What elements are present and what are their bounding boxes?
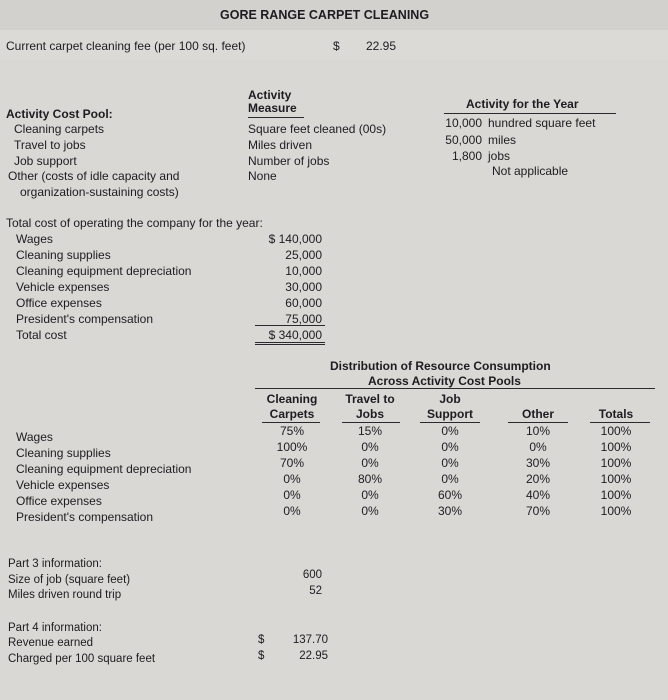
part4-value: 22.95: [299, 650, 328, 662]
cost-label: Cleaning supplies: [16, 248, 111, 262]
col-underline: [342, 422, 400, 423]
total-cost-value: $ 340,000: [268, 328, 322, 342]
activity-measure: Square feet cleaned (00s): [248, 122, 387, 136]
activity-pool: Other (costs of idle capacity and: [8, 169, 180, 183]
distribution-cell: 0%: [441, 440, 459, 454]
part3-label: Size of job (square feet): [8, 574, 131, 586]
year-header-underline: [444, 113, 616, 114]
distribution-cell: 80%: [357, 472, 383, 486]
activity-measure-header-1: Activity: [248, 88, 292, 102]
part3-header: Part 3 information:: [8, 558, 102, 570]
distribution-cell: 40%: [525, 488, 551, 502]
page-title: GORE RANGE CARPET CLEANING: [220, 8, 430, 22]
distribution-cell: 75%: [279, 424, 305, 438]
col-header-2: Other: [521, 407, 554, 421]
distribution-row-label: Cleaning supplies: [16, 446, 111, 460]
distribution-cell: 100%: [600, 488, 632, 502]
activity-pool: Cleaning carpets: [14, 122, 105, 136]
distribution-cell: 100%: [600, 456, 632, 470]
distribution-cell: 30%: [525, 456, 551, 470]
distribution-cell: 30%: [437, 504, 463, 518]
distribution-row-label: Cleaning equipment depreciation: [16, 462, 192, 476]
activity-unit: hundred square feet: [488, 116, 596, 130]
activity-measure: Miles driven: [248, 138, 313, 152]
part4-currency: $: [258, 650, 265, 662]
total-double-underline-2: [255, 344, 325, 345]
distribution-cell: 0%: [529, 440, 547, 454]
part3-value: 600: [302, 569, 322, 581]
part4-label: Charged per 100 square feet: [8, 653, 156, 665]
distribution-cell: 0%: [441, 424, 459, 438]
activity-unit: Not applicable: [492, 164, 569, 178]
activity-pool: Job support: [14, 154, 77, 168]
cost-label: Office expenses: [16, 296, 102, 310]
activity-qty: 50,000: [445, 133, 482, 147]
distribution-cell: 0%: [361, 504, 379, 518]
col-header-2: Jobs: [355, 407, 384, 421]
cost-value: 75,000: [285, 312, 322, 326]
distribution-row-label: President's compensation: [16, 510, 154, 524]
distribution-cell: 60%: [437, 488, 463, 502]
activity-qty: 10,000: [445, 116, 482, 130]
distribution-cell: 0%: [361, 440, 379, 454]
col-header-2: Carpets: [269, 407, 315, 421]
cost-label: President's compensation: [16, 312, 154, 326]
col-header-2: Totals: [598, 407, 634, 421]
cost-value: $ 140,000: [268, 232, 322, 246]
activity-unit: miles: [488, 133, 517, 147]
distribution-cell: 100%: [600, 472, 632, 486]
activity-measure-header-2: Measure: [248, 101, 297, 115]
distribution-cell: 0%: [441, 456, 459, 470]
distribution-cell: 0%: [283, 504, 301, 518]
distribution-cell: 100%: [600, 504, 632, 518]
col-header-1: Cleaning: [266, 392, 318, 406]
cost-label: Wages: [16, 232, 53, 246]
total-underline: [255, 325, 325, 326]
activity-year-header: Activity for the Year: [466, 97, 579, 111]
fee-value: 22.95: [366, 39, 397, 53]
col-underline: [508, 422, 568, 423]
distribution-cell: 100%: [276, 440, 308, 454]
activity-measure: None: [248, 169, 277, 183]
activity-measure: Number of jobs: [248, 154, 330, 168]
distribution-cell: 0%: [361, 456, 379, 470]
col-header-2: Support: [427, 407, 473, 421]
distribution-title-2: Across Activity Cost Pools: [368, 374, 521, 388]
part3-label: Miles driven round trip: [8, 589, 122, 601]
total-double-underline-1: [255, 342, 325, 343]
cost-value: 60,000: [285, 296, 322, 310]
distribution-row-label: Vehicle expenses: [16, 478, 110, 492]
part4-currency: $: [258, 634, 265, 646]
distribution-row-label: Wages: [16, 430, 53, 444]
col-underline: [262, 422, 320, 423]
distribution-cell: 20%: [525, 472, 551, 486]
col-underline: [590, 422, 650, 423]
distribution-title-1: Distribution of Resource Consumption: [330, 359, 551, 373]
distribution-cell: 0%: [283, 472, 301, 486]
activity-pool: Travel to jobs: [14, 138, 86, 152]
cost-value: 10,000: [285, 264, 322, 278]
distribution-cell: 70%: [279, 456, 305, 470]
costs-header: Total cost of operating the company for the year:: [6, 216, 263, 230]
cost-label: Cleaning equipment depreciation: [16, 264, 192, 278]
part3-value: 52: [309, 585, 322, 597]
distribution-cell: 0%: [441, 472, 459, 486]
col-header-1: Job: [439, 392, 461, 406]
distribution-cell: 70%: [525, 504, 551, 518]
activity-unit: jobs: [488, 149, 511, 163]
part4-value: 137.70: [292, 634, 328, 646]
distribution-cell: 15%: [357, 424, 383, 438]
measure-underline: [248, 117, 304, 118]
fee-currency: $: [333, 39, 340, 53]
part4-header: Part 4 information:: [8, 622, 102, 634]
activity-pool-header: Activity Cost Pool:: [6, 107, 113, 121]
distribution-cell: 10%: [525, 424, 551, 438]
cost-value: 30,000: [285, 280, 322, 294]
distribution-row-label: Office expenses: [16, 494, 102, 508]
distribution-cell: 0%: [361, 488, 379, 502]
col-underline: [420, 422, 480, 423]
distribution-cell: 0%: [283, 488, 301, 502]
distribution-cell: 100%: [600, 440, 632, 454]
distribution-cell: 100%: [600, 424, 632, 438]
cost-value: 25,000: [285, 248, 322, 262]
fee-label: Current carpet cleaning fee (per 100 sq. feet): [6, 39, 246, 53]
distribution-header-line: [255, 388, 655, 389]
activity-other-continuation: organization-sustaining costs): [20, 185, 179, 199]
activity-qty: 1,800: [451, 149, 482, 163]
part4-label: Revenue earned: [8, 637, 94, 649]
cost-label: Vehicle expenses: [16, 280, 110, 294]
col-header-1: Travel to: [345, 392, 395, 406]
total-cost-label: Total cost: [16, 328, 67, 342]
